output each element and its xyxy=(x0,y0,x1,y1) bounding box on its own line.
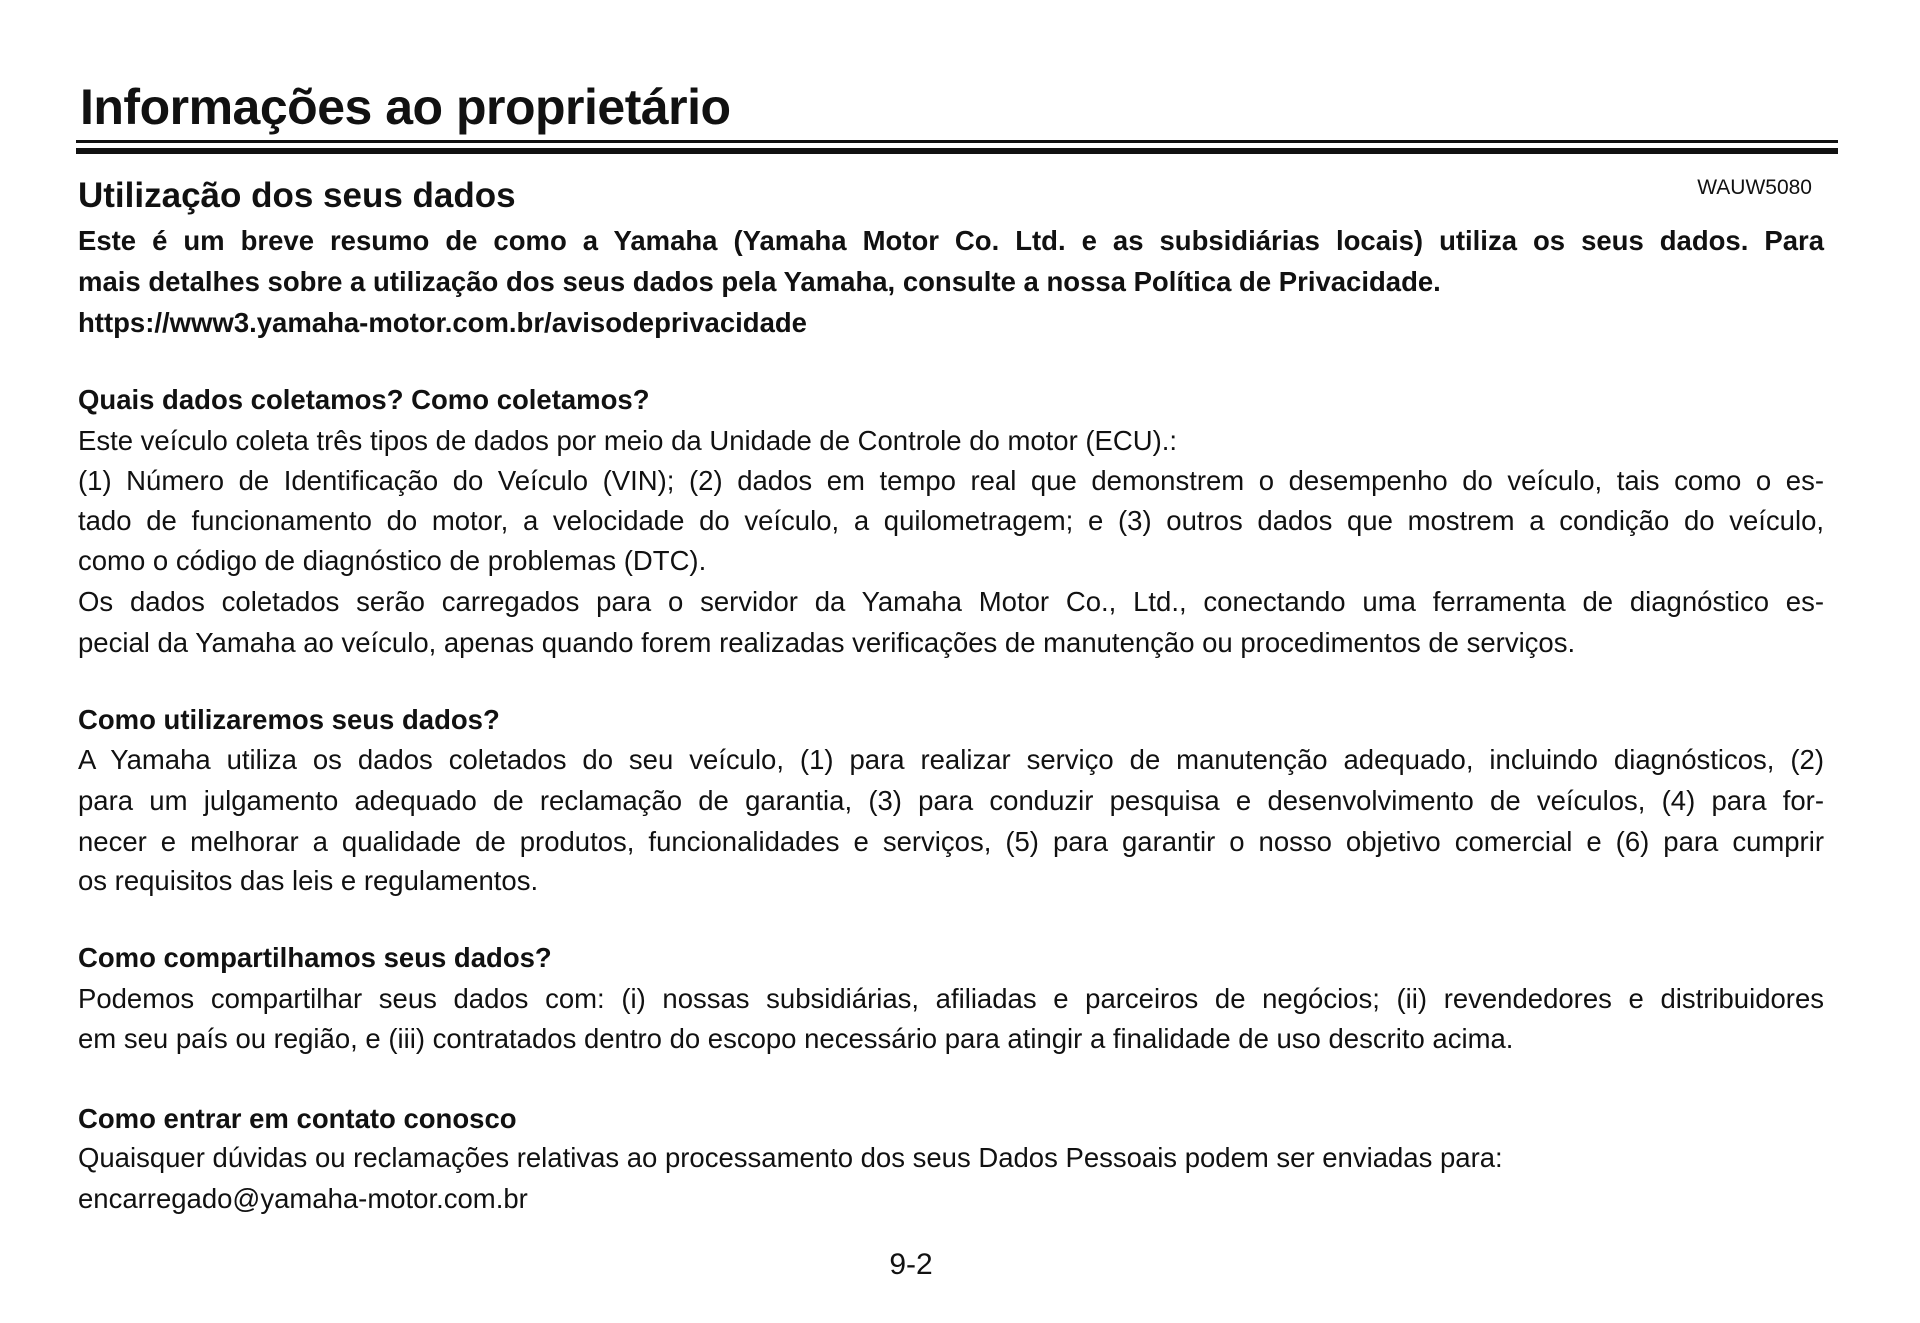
title-rule-thick xyxy=(76,148,1838,154)
body-line: A Yamaha utiliza os dados coletados do seu veículo, (1) para realizar serviço de manutenção adequado, incluindo diagnósticos, (2) xyxy=(78,744,1824,775)
body-line: pecial da Yamaha ao veículo, apenas quando forem realizadas verificações de manutenção ou procedimentos de serviços. xyxy=(78,627,1576,658)
body-line: (1) Número de Identificação do Veículo (VIN); (2) dados em tempo real que demonstrem o desempenho do veículo, tais como o es- xyxy=(78,465,1824,496)
body-line: necer e melhorar a qualidade de produtos, funcionalidades e serviços, (5) para garantir o nosso objetivo comercial e (6) para cumprir xyxy=(78,826,1824,857)
body-line: os requisitos das leis e regulamentos. xyxy=(78,865,539,896)
body-line: Quaisquer dúvidas ou reclamações relativas ao processamento dos seus Dados Pessoais podem ser enviadas para: xyxy=(78,1142,1503,1173)
body-line: como o código de diagnóstico de problemas (DTC). xyxy=(78,545,707,576)
contact-email[interactable]: encarregado@yamaha-motor.com.br xyxy=(78,1183,528,1214)
title-rule-thin xyxy=(76,140,1838,143)
body-line: Os dados coletados serão carregados para o servidor da Yamaha Motor Co., Ltd., conectando uma ferramenta de diagnóstico es- xyxy=(78,586,1824,617)
page-title: Informações ao proprietário xyxy=(80,79,731,135)
heading-data-collected: Quais dados coletamos? Como coletamos? xyxy=(78,384,650,415)
privacy-link[interactable]: https://www3.yamaha-motor.com.br/avisodeprivacidade xyxy=(78,307,807,338)
section-code: WAUW5080 xyxy=(1697,176,1812,199)
page-number: 9-2 xyxy=(889,1248,933,1281)
body-line: tado de funcionamento do motor, a velocidade do veículo, a quilometragem; e (3) outros dados que mostrem a condição do veículo, xyxy=(78,505,1824,536)
body-line: Este veículo coleta três tipos de dados por meio da Unidade de Controle do motor (ECU).: xyxy=(78,425,1178,456)
body-line: em seu país ou região, e (iii) contratados dentro do escopo necessário para atingir a finalidade de uso descrito acima. xyxy=(78,1023,1514,1054)
section-title: Utilização dos seus dados xyxy=(78,176,516,215)
heading-contact: Como entrar em contato conosco xyxy=(78,1103,517,1134)
body-line: para um julgamento adequado de reclamação de garantia, (3) para conduzir pesquisa e desenvolvimento de veículos, (4) para for- xyxy=(78,785,1824,816)
intro-line: mais detalhes sobre a utilização dos seus dados pela Yamaha, consulte a nossa Política de Privacidade. xyxy=(78,266,1441,297)
intro-line: Este é um breve resumo de como a Yamaha (Yamaha Motor Co. Ltd. e as subsidiárias locais) utiliza os seus dados. Para xyxy=(78,225,1824,256)
heading-data-sharing: Como compartilhamos seus dados? xyxy=(78,942,552,973)
body-line: Podemos compartilhar seus dados com: (i) nossas subsidiárias, afiliadas e parceiros de negócios; (ii) revendedores e distribuidores xyxy=(78,983,1824,1014)
heading-data-use: Como utilizaremos seus dados? xyxy=(78,704,500,735)
